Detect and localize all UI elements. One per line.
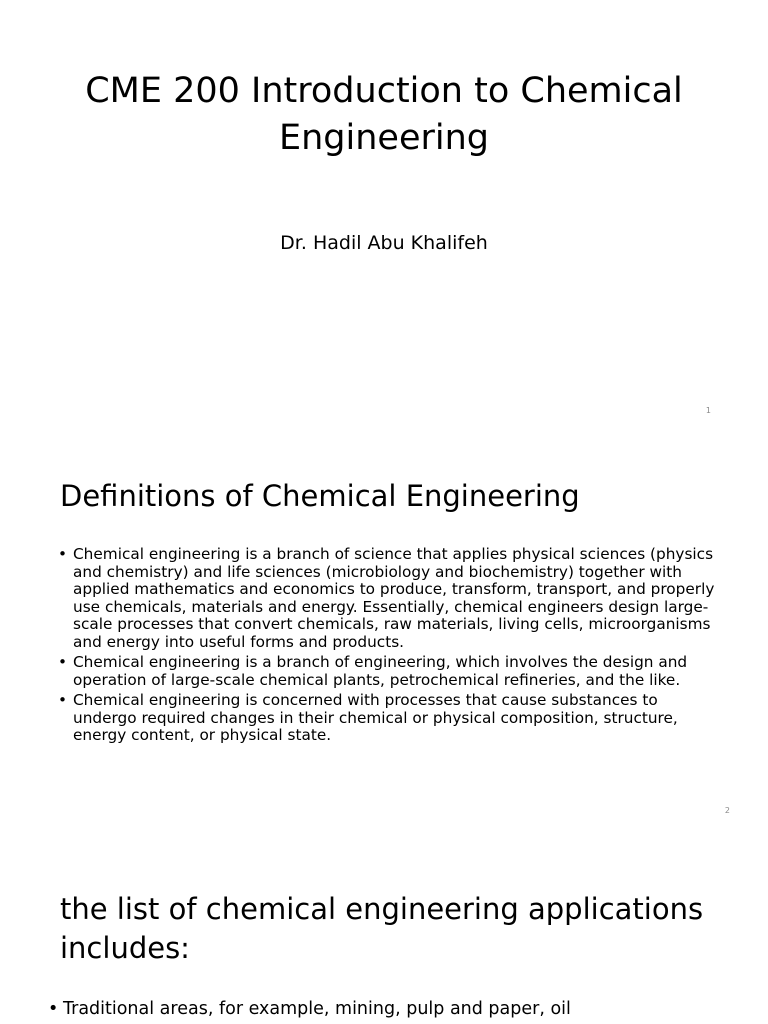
bullet-item: • Chemical engineering is a branch of engineering, which involves the design and operation of large-scale chemical plants, petrochemical refineries, and the like. (58, 654, 718, 689)
slide-title: the list of chemical engineering applications includes: (60, 892, 704, 965)
slide-subtitle-author: Dr. Hadil Abu Khalifeh (280, 232, 488, 254)
slide-2 (0, 432, 768, 832)
bullet-item: • Chemical engineering is a branch of science that applies physical sciences (physics and chemistry) and life sciences (microbiology and biochemistry) together with applied mathematics and economics to produce, transform, transport, and properly use chemicals, materials and energy. Essentially, chemical engineers design large-scale processes that convert chemicals, raw materials, living cells, microorganisms and energy into useful forms and products. (58, 546, 718, 651)
page-number: 2 (724, 806, 730, 815)
slide-title: Definitions of Chemical Engineering (60, 479, 580, 513)
slide-title: CME 200 Introduction to Chemical Engineering (85, 71, 683, 158)
bullet-item: • Traditional areas, for example, mining, pulp and paper, oil (48, 998, 748, 1020)
bullet-list (58, 546, 718, 748)
page-number: 1 (705, 406, 711, 415)
slide-1 (0, 0, 768, 432)
bullet-item: • Chemical engineering is concerned with processes that cause substances to undergo required changes in their chemical or physical composition, structure, energy content, or physical state. (58, 692, 718, 745)
slide-3 (0, 832, 768, 1024)
bullet-list (48, 998, 748, 1020)
